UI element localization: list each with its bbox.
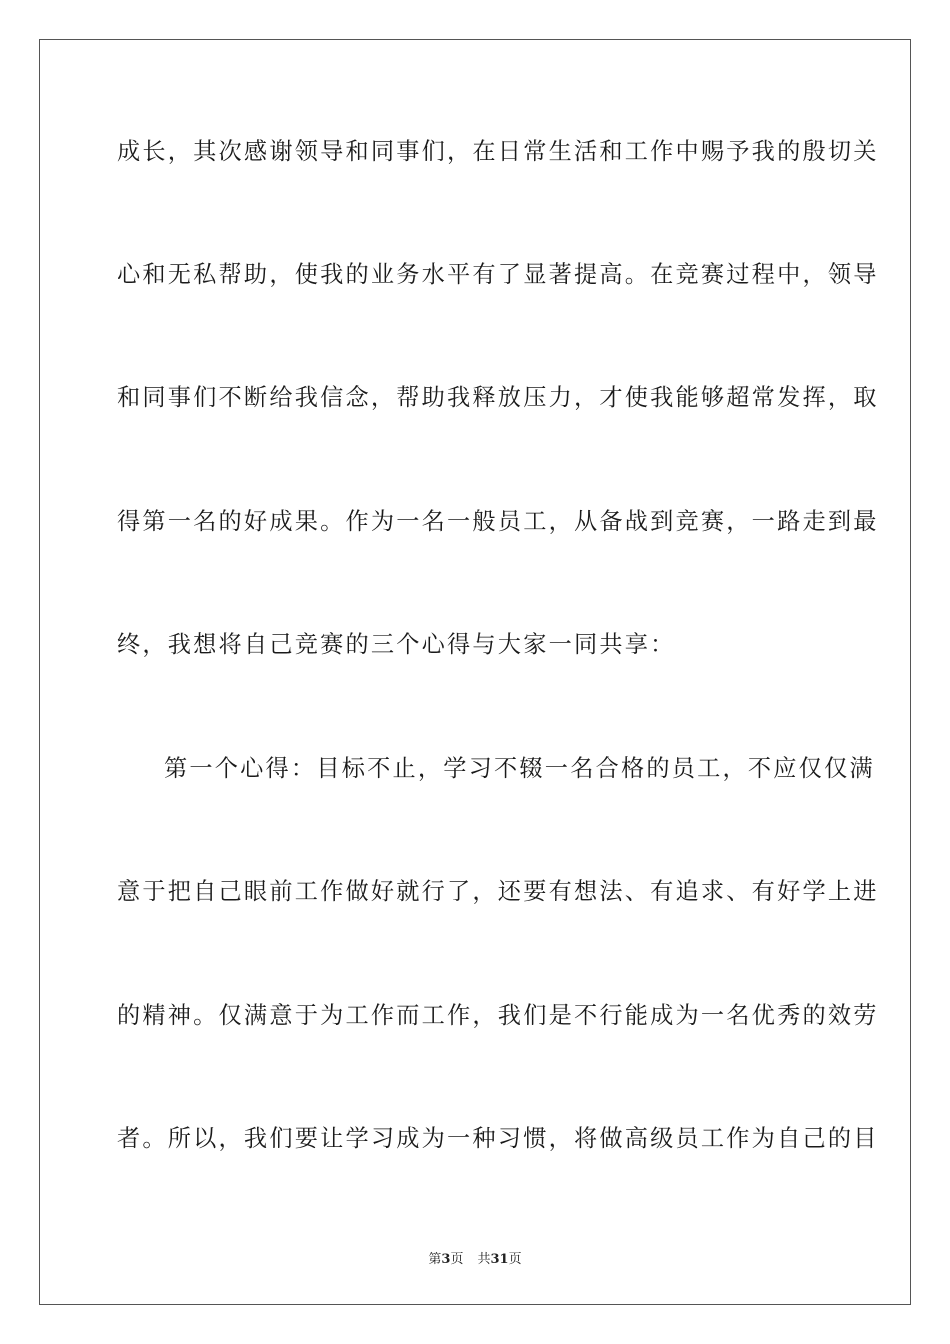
paragraph-line: 终，我想将自己竞赛的三个心得与大家一同共享：: [117, 631, 676, 658]
page-footer: [0, 1248, 950, 1267]
page-border: [39, 39, 911, 1305]
total-prefix: 共: [477, 1252, 491, 1267]
paragraph-line: 得第一名的好成果。作为一名一般员工，从备战到竞赛，一路走到最: [117, 508, 879, 535]
paragraph-line: 和同事们不断给我信念，帮助我释放压力，才使我能够超常发挥，取: [117, 384, 879, 411]
page-suffix: 页: [450, 1252, 464, 1267]
paragraph-line: 的精神。仅满意于为工作而工作，我们是不行能成为一名优秀的效劳: [117, 1002, 879, 1029]
page-number: 3: [441, 1252, 451, 1267]
paragraph-line: 意于把自己眼前工作做好就行了，还要有想法、有追求、有好学上进: [117, 878, 879, 905]
page-prefix: 第: [428, 1252, 442, 1267]
paragraph-line: 心和无私帮助，使我的业务水平有了显著提高。在竞赛过程中，领导: [117, 261, 879, 288]
paragraph-line: 者。所以，我们要让学习成为一种习惯，将做高级员工作为自己的目: [117, 1125, 879, 1152]
paragraph-line: 成长，其次感谢领导和同事们，在日常生活和工作中赐予我的殷切关: [117, 138, 879, 165]
paragraph-line-indented: 第一个心得：目标不止，学习不辍一名合格的员工，不应仅仅满: [164, 755, 875, 782]
total-suffix: 页: [508, 1252, 522, 1267]
total-pages: 31: [490, 1252, 509, 1267]
